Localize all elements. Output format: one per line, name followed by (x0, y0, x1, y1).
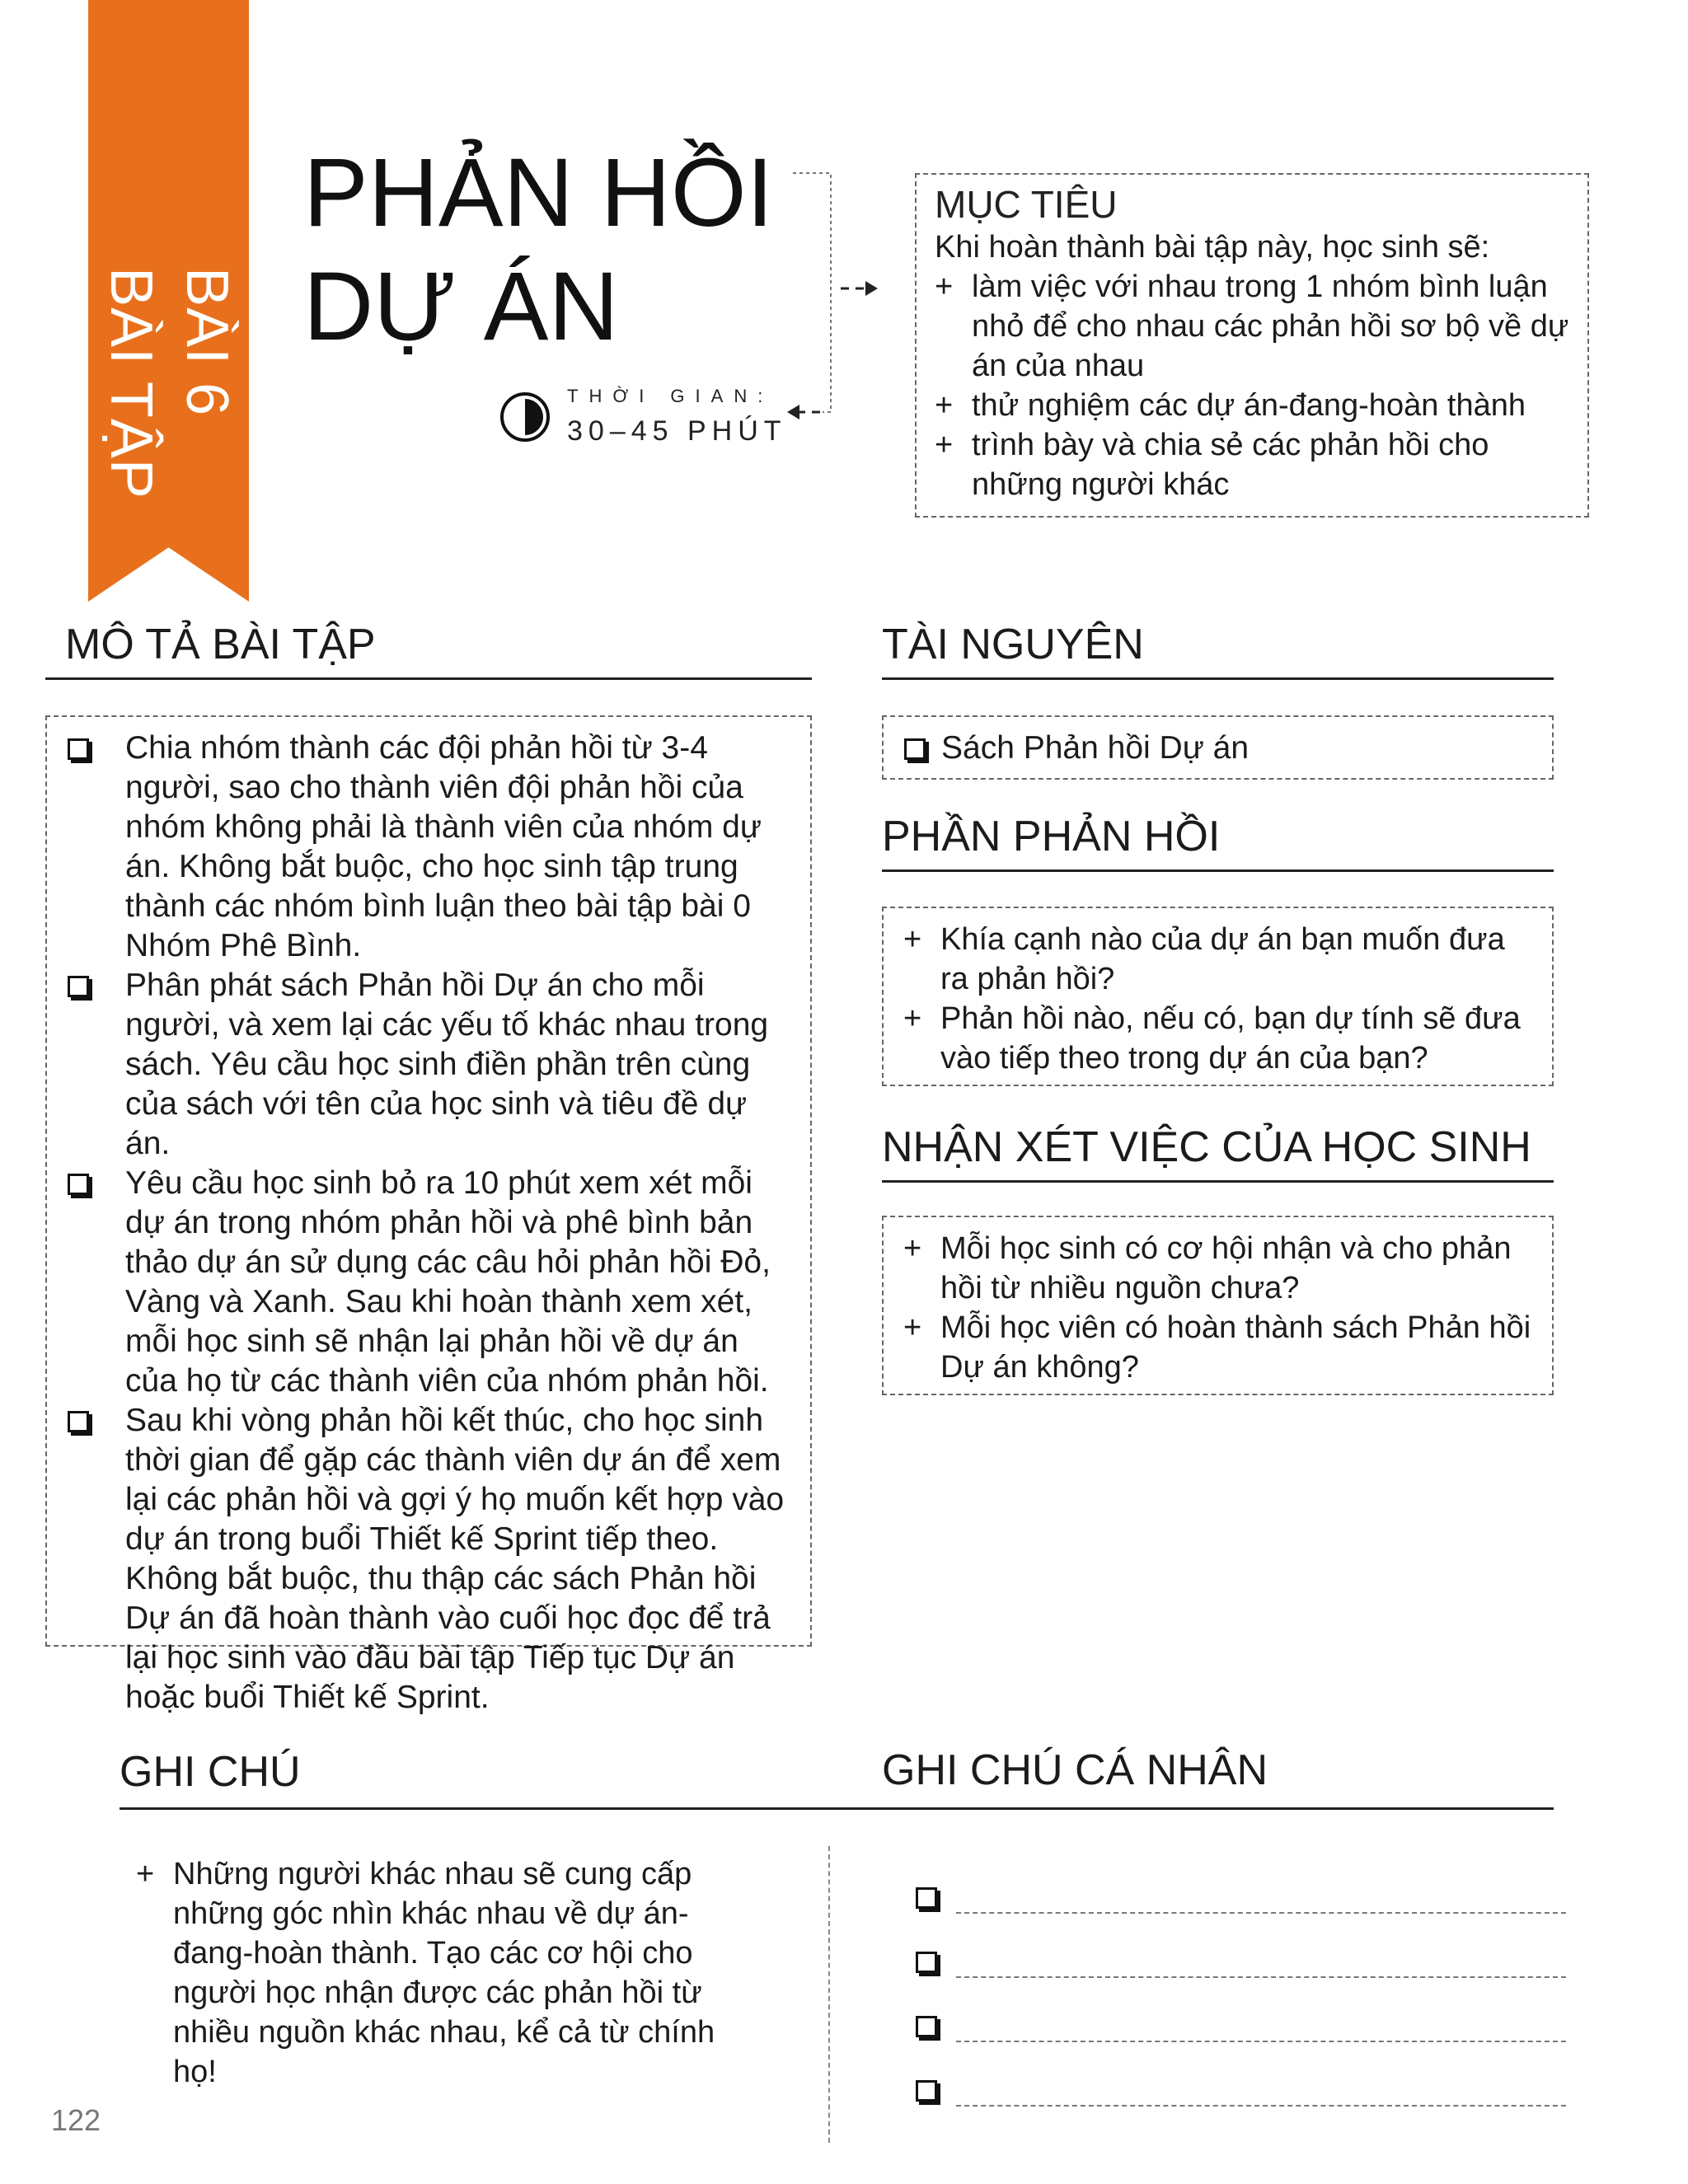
plus-icon: + (903, 1231, 922, 1266)
notes-list (136, 1854, 762, 2092)
objective-list (935, 267, 1571, 504)
checkbox-icon (904, 738, 926, 760)
plus-icon: + (903, 1001, 922, 1036)
objective-heading: MỤC TIÊU (935, 183, 1118, 226)
list-item: Yêu cầu học sinh bỏ ra 10 phút xem xét mỗi dự án trong nhóm phản hồi và phê bình bản thảo dự án sử dụng các câu hỏi phản hồi Đỏ, Vàng và Xanh. Sau khi hoàn thành xem xét, mỗi học sinh sẽ nhận lại phản hồi về dự án của họ từ các thành viên của nhóm phản hồi. (68, 1164, 792, 1401)
personal-note-line[interactable] (956, 1975, 1566, 1978)
checkbox-icon (68, 1174, 89, 1195)
time-label: THỜI GIAN: (567, 386, 774, 406)
list-item: + Những người khác nhau sẽ cung cấp những góc nhìn khác nhau về dự án-đang-hoàn thành. Tạo các cơ hội cho người học nhận được các phản hồi từ nhiều nguồn khác nhau, kể cả từ chính họ! (136, 1854, 762, 2092)
student-review-list (903, 1229, 1534, 1387)
list-item: + Mỗi học viên có hoàn thành sách Phản hồi Dự án không? (903, 1308, 1534, 1387)
personal-note-line[interactable] (956, 1910, 1566, 1914)
checkbox-icon[interactable] (916, 1952, 937, 1973)
feedback-heading: PHẦN PHẢN HỒI (882, 812, 1554, 872)
half-filled-circle-icon (499, 391, 551, 443)
list-item: + Mỗi học sinh có cơ hội nhận và cho phản hồi từ nhiều nguồn chưa? (903, 1229, 1534, 1308)
ribbon-label (88, 223, 249, 544)
student-review-heading: NHẬN XÉT VIỆC CỦA HỌC SINH (882, 1122, 1554, 1183)
notes-heading: GHI CHÚ (120, 1748, 301, 1796)
personal-note-line[interactable] (956, 2039, 1566, 2042)
dashed-arrow-icon (783, 165, 890, 429)
list-item: + Khía cạnh nào của dự án bạn muốn đưa ra phản hồi? (903, 920, 1534, 999)
resources-list (904, 729, 1534, 768)
title-line-2: DỰ ÁN (303, 252, 619, 361)
list-item: + trình bày và chia sẻ các phản hồi cho những người khác (935, 425, 1571, 504)
checkbox-icon[interactable] (916, 2016, 937, 2037)
page-number: 122 (51, 2103, 101, 2137)
list-item: Sau khi vòng phản hồi kết thúc, cho học sinh thời gian để gặp các thành viên dự án để xem lại các phản hồi và gợi ý họ muốn kết hợp vào dự án trong buổi Thiết kế Sprint tiếp theo. Không bắt buộc, thu thập các sách Phản hồi Dự án đã hoàn thành vào cuối học đọc để trả lại học sinh vào đầu bài tập Tiếp tục Dự án hoặc buổi Thiết kế Sprint. (68, 1401, 792, 1718)
description-box (45, 715, 812, 1715)
personal-note-line[interactable] (956, 2103, 1566, 2107)
objective-box (915, 173, 1589, 518)
checkbox-icon (68, 738, 89, 760)
ribbon-lesson-number: BÀI 6 (173, 267, 240, 417)
plus-icon: + (935, 428, 954, 462)
feedback-list (903, 920, 1534, 1078)
feedback-box (882, 907, 1554, 1086)
plus-icon: + (935, 269, 954, 304)
checkbox-icon (68, 976, 89, 997)
page-title (303, 136, 773, 363)
checkbox-icon[interactable] (916, 1887, 937, 1909)
notes-divider (120, 1807, 1554, 1810)
list-item: Phân phát sách Phản hồi Dự án cho mỗi người, và xem lại các yếu tố khác nhau trong sách. Yêu cầu học sinh điền phần trên cùng của sách với tên của học sinh và tiêu đề dự án. (68, 966, 792, 1164)
description-list (68, 729, 792, 1718)
title-line-1: PHẢN HỒI (303, 138, 774, 247)
student-review-box (882, 1216, 1554, 1395)
list-item: + thử nghiệm các dự án-đang-hoàn thành (935, 386, 1571, 425)
notes-box (136, 1854, 762, 2092)
plus-icon: + (903, 1310, 922, 1345)
list-item: Chia nhóm thành các đội phản hồi từ 3-4 người, sao cho thành viên đội phản hồi của nhóm không phải là thành viên của nhóm dự án. Không bắt buộc, cho học sinh tập trung thành các nhóm bình luận theo bài tập bài 0 Nhóm Phê Bình. (68, 729, 792, 966)
checkbox-icon (68, 1411, 89, 1432)
time-value: 30–45 PHÚT (567, 415, 787, 447)
resources-box (882, 715, 1554, 780)
checkbox-icon[interactable] (916, 2080, 937, 2102)
plus-icon: + (903, 922, 922, 957)
ribbon-lesson-type: BÀI TẬP (97, 267, 164, 499)
list-item: + làm việc với nhau trong 1 nhóm bình luận nhỏ để cho nhau các phản hồi sơ bộ về dự án của nhau (935, 267, 1571, 386)
plus-icon: + (935, 388, 954, 423)
resources-heading: TÀI NGUYÊN (882, 620, 1554, 680)
list-item: + Phản hồi nào, nếu có, bạn dự tính sẽ đưa vào tiếp theo trong dự án của bạn? (903, 999, 1534, 1078)
list-item: Sách Phản hồi Dự án (904, 729, 1534, 768)
plus-icon: + (136, 1857, 155, 1891)
description-heading: MÔ TẢ BÀI TẬP (45, 620, 812, 680)
objective-intro: Khi hoàn thành bài tập này, học sinh sẽ: (935, 230, 1490, 265)
notes-column-divider (828, 1846, 830, 2143)
personal-notes-heading: GHI CHÚ CÁ NHÂN (882, 1746, 1268, 1794)
